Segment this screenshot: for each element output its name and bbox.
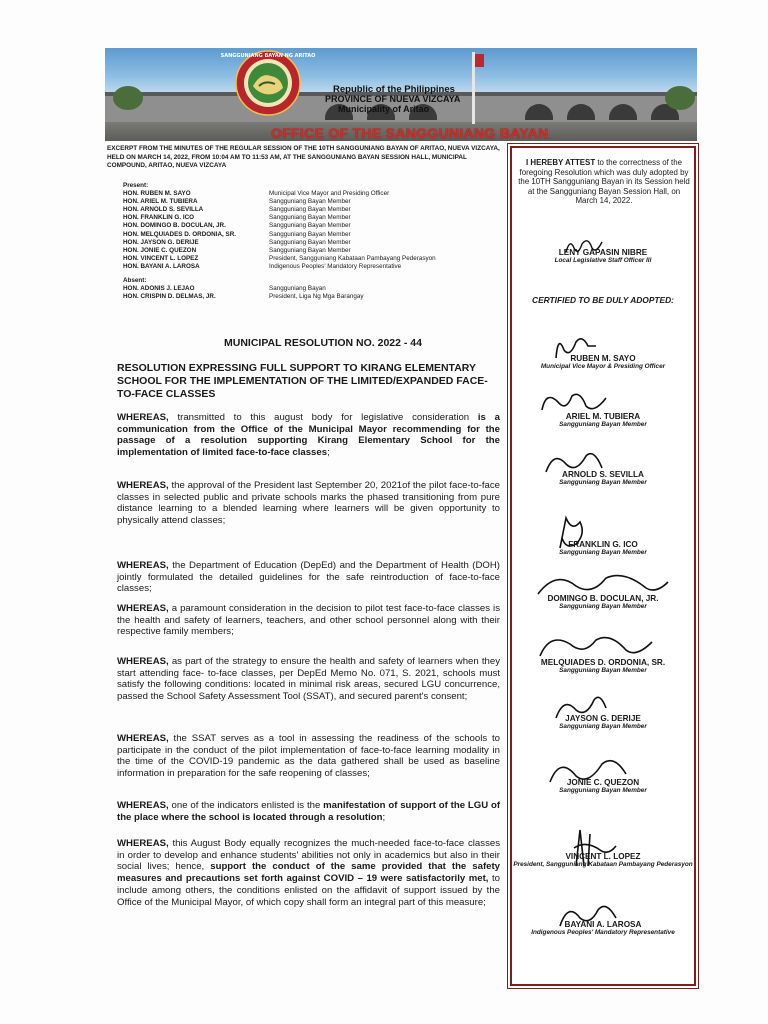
whereas-clause bbox=[117, 560, 500, 595]
present-name: HON. VINCENT L. LOPEZ bbox=[123, 254, 199, 262]
absent-row bbox=[123, 293, 503, 301]
attest-lead: I HEREBY ATTEST bbox=[526, 158, 596, 167]
signature-stroke bbox=[540, 638, 652, 656]
present-row bbox=[123, 222, 503, 230]
whereas-text: the SSAT serves as a tool in assessing the readiness of the schools to participate in the conduct of the pilot implementation of face-to-face learning modality in the time of the COVID-19 pandemic as the data gathered shall be used as baseline information in preparation for the safe reopening of classes; bbox=[117, 733, 500, 780]
signatory-role: Sangguniang Bayan Member bbox=[559, 667, 647, 674]
signatory-name: FRANKLIN G. ICO bbox=[568, 540, 638, 549]
republic-line: Republic of the Philippines bbox=[333, 84, 455, 95]
absent-name: HON. ADONIS J. LEJAO bbox=[123, 285, 195, 293]
secretary-signature bbox=[512, 248, 694, 265]
whereas-text: this August Body equally recognizes the much-needed face-to-face classes in order to develop and enhance students' abilities not only in academics but also in their social lives; hence, bbox=[117, 838, 500, 873]
whereas-text-tail: to include among others, the conditions enlisted on the affidavit of support issued by the Office of the Municipal Mayor, of which copy shall form an integral part of this measure; bbox=[117, 873, 500, 908]
whereas-lead: WHEREAS, bbox=[117, 800, 169, 811]
whereas-text-tail: ; bbox=[327, 447, 330, 459]
signature-stroke bbox=[538, 576, 668, 594]
whereas-text: the Department of Education (DepEd) and the Department of Health (DOH) jointly formulated the detailed guidelines for the safe reintroduction of face-to-face classes; bbox=[117, 560, 500, 595]
province-line: PROVINCE OF NUEVA VIZCAYA bbox=[325, 94, 461, 104]
whereas-emphasis: support the conduct of the same provided that the safety measures and precautions set forth against COVID – 19 were satisfactorily met, bbox=[117, 861, 501, 885]
present-label: Present: bbox=[123, 182, 149, 189]
signatory-role: Sangguniang Bayan Member bbox=[559, 421, 647, 428]
present-role: Sangguniang Bayan Member bbox=[269, 246, 351, 254]
resolution-title: RESOLUTION EXPRESSING FULL SUPPORT TO KIRANG ELEMENTARY SCHOOL FOR THE IMPLEMENTATION OF THE LIMITED/EXPANDED FACE-TO-FACE CLASSES bbox=[117, 362, 488, 400]
attest-text: to the correctness of the foregoing Resolution which was duly adopted by the 10TH Sangguniang Bayan in its Session held at the Sangguniang Bayan Session Hall, on March 14, 2022. bbox=[518, 158, 690, 206]
signatory bbox=[512, 658, 694, 675]
present-role: Indigenous Peoples' Mandatory Representative bbox=[269, 262, 402, 270]
signatory bbox=[512, 470, 694, 487]
signatory bbox=[512, 920, 694, 937]
whereas-lead: WHEREAS, bbox=[117, 480, 169, 491]
whereas-lead: WHEREAS, bbox=[117, 412, 169, 423]
flag-icon bbox=[475, 54, 484, 67]
present-role: Sangguniang Bayan Member bbox=[269, 206, 351, 214]
svg-text:SANGGUNIANG BAYAN NG ARITAO: SANGGUNIANG BAYAN NG ARITAO bbox=[220, 53, 316, 59]
signatory-role: Municipal Vice Mayor & Presiding Officer bbox=[540, 363, 666, 370]
whereas-text: as part of the strategy to ensure the health and safety of learners when they start attending face- to-face classes, per DepEd Memo No. 071, S. 2021, schools must satisfy the following conditions: located in minimal risk areas, secured LGU concurrence, passed the School Safety Assessment Tool (SSAT), and secured parent's consent; bbox=[117, 656, 500, 703]
present-list bbox=[123, 190, 503, 271]
signatory-role: Indigenous Peoples' Mandatory Representative bbox=[531, 929, 675, 936]
present-name: HON. FRANKLIN G. ICO bbox=[123, 214, 195, 222]
attendance-block bbox=[123, 182, 503, 301]
whereas-lead: WHEREAS, bbox=[117, 838, 169, 849]
signatory bbox=[512, 354, 694, 371]
signatory-name: MELQUIADES D. ORDONIA, SR. bbox=[540, 658, 666, 667]
signatory-role: Sangguniang Bayan Member bbox=[559, 603, 647, 610]
absent-role: Sangguniang Bayan bbox=[269, 285, 326, 293]
present-row bbox=[123, 247, 503, 255]
present-role: Sangguniang Bayan Member bbox=[269, 238, 351, 246]
present-row bbox=[123, 255, 503, 263]
present-role: Sangguniang Bayan Member bbox=[269, 198, 351, 206]
signatory-role: Sangguniang Bayan Member bbox=[559, 549, 647, 556]
signatory-name: ARNOLD S. SEVILLA bbox=[562, 470, 644, 479]
whereas-clause bbox=[117, 800, 500, 823]
whereas-clause bbox=[117, 733, 500, 780]
signatory bbox=[512, 852, 694, 869]
signatory-name: ARIEL M. TUBIERA bbox=[565, 412, 641, 421]
resolution-number: MUNICIPAL RESOLUTION NO. 2022 - 44 bbox=[224, 337, 422, 349]
signatory-name: JONIE C. QUEZON bbox=[566, 778, 640, 787]
present-role: Sangguniang Bayan Member bbox=[269, 214, 351, 222]
present-role: Municipal Vice Mayor and Presiding Officer bbox=[269, 190, 390, 198]
present-name: HON. ARIEL M. TUBIERA bbox=[123, 198, 198, 206]
signatory-name: VINCENT L. LOPEZ bbox=[565, 852, 641, 861]
present-name: HON. DOMINGO B. DOCULAN, JR. bbox=[123, 222, 226, 230]
present-row bbox=[123, 198, 503, 206]
present-name: HON. RUBEN M. SAYO bbox=[123, 190, 191, 198]
absent-list bbox=[123, 285, 503, 301]
whereas-lead: WHEREAS, bbox=[117, 733, 169, 744]
signatory bbox=[512, 540, 694, 557]
municipal-seal-icon bbox=[220, 50, 316, 116]
attest-statement bbox=[518, 158, 690, 206]
whereas-emphasis: manifestation of support of the LGU of the place where the school is located through a resolution bbox=[117, 800, 501, 823]
signatory-role: Sangguniang Bayan Member bbox=[559, 479, 647, 486]
signatory bbox=[512, 412, 694, 429]
excerpt-heading: EXCERPT FROM THE MINUTES OF THE REGULAR SESSION OF THE 10TH SANGGUNIANG BAYAN OF ARITAO, NUEVA VIZCAYA, HELD ON MARCH 14, 2022, FROM 10:04 AM TO 11:53 AM, AT THE SANGGUNIANG BAYAN SESSION HALL, MUNICIPAL COMPOUND, ARITAO, NUEVA VIZCAYA bbox=[107, 145, 500, 170]
present-name: HON. JAYSON G. DERIJE bbox=[123, 238, 199, 246]
present-name: HON. ARNOLD S. SEVILLA bbox=[123, 206, 204, 214]
present-row bbox=[123, 231, 503, 239]
signatory-role: Sangguniang Bayan Member bbox=[559, 787, 647, 794]
present-role: Sangguniang Bayan Member bbox=[269, 222, 351, 230]
signatory bbox=[512, 594, 694, 611]
signatory bbox=[512, 778, 694, 795]
secretary-role: Local Legislative Staff Officer III bbox=[554, 257, 652, 264]
present-role: Sangguniang Bayan Member bbox=[269, 230, 351, 238]
whereas-clause bbox=[117, 412, 500, 459]
signatory-name: RUBEN M. SAYO bbox=[570, 354, 636, 363]
whereas-text: transmitted to this august body for legislative consideration bbox=[168, 412, 478, 423]
signatory-role: Sangguniang Bayan Member bbox=[559, 723, 647, 730]
present-name: HON. MELQUIADES D. ORDONIA, SR. bbox=[123, 230, 236, 238]
signatory-name: JAYSON G. DERIJE bbox=[565, 714, 641, 723]
signatory-role: President, Sangguniang Kabataan Pambayang Pederasyon bbox=[513, 861, 693, 868]
whereas-text-tail: ; bbox=[382, 811, 386, 823]
whereas-clause bbox=[117, 480, 500, 527]
present-row bbox=[123, 263, 503, 271]
whereas-lead: WHEREAS, bbox=[117, 656, 169, 667]
present-row bbox=[123, 206, 503, 214]
present-row bbox=[123, 214, 503, 222]
header-banner bbox=[105, 48, 697, 141]
absent-role: President, Liga Ng Mga Barangay bbox=[269, 293, 364, 301]
whereas-lead: WHEREAS, bbox=[117, 560, 169, 571]
present-row bbox=[123, 239, 503, 247]
present-name: HON. JONIE C. QUEZON bbox=[123, 246, 197, 254]
absent-name: HON. CRISPIN D. DELMAS, JR. bbox=[123, 293, 216, 301]
office-title: OFFICE OF THE SANGGUNIANG BAYAN bbox=[271, 125, 549, 141]
signatory bbox=[512, 714, 694, 731]
whereas-text: one of the indicators enlisted is the bbox=[168, 800, 324, 811]
absent-label: Absent: bbox=[123, 277, 147, 285]
signatory-name: BAYANI A. LAROSA bbox=[564, 920, 642, 929]
whereas-clause bbox=[117, 838, 500, 908]
whereas-text: a paramount consideration in the decision to pilot test face-to-face classes is the health and safety of learners, teachers, and other school personnel along with their respective family members; bbox=[117, 603, 500, 638]
present-row bbox=[123, 190, 503, 198]
municipality-line: Municipality of Aritao bbox=[338, 104, 430, 114]
whereas-text: the approval of the President last September 20, 2021of the pilot face-to-face classes in selected public and private schools marks the phased transitioning from pure distance learning to a blended learning where learners will be given opportunity to physically attend classes; bbox=[117, 480, 500, 527]
whereas-clause bbox=[117, 603, 500, 638]
secretary-name: LENY GAPASIN NIBRE bbox=[558, 248, 648, 257]
whereas-emphasis: is a communication from the Office of the Municipal Mayor recommending for the passage of a resolution supporting Kirang Elementary School for the implementation of limited face-to-face classes bbox=[117, 412, 500, 459]
present-name: HON. BAYANI A. LAROSA bbox=[123, 262, 200, 270]
whereas-lead: WHEREAS, bbox=[117, 603, 169, 614]
certification-box bbox=[510, 146, 696, 986]
whereas-clause bbox=[117, 656, 500, 703]
certified-label: CERTIFIED TO BE DULY ADOPTED: bbox=[532, 295, 674, 305]
absent-row bbox=[123, 285, 503, 293]
signatory-name: DOMINGO B. DOCULAN, JR. bbox=[547, 594, 659, 603]
signature-stroke bbox=[542, 394, 606, 410]
present-role: President, Sangguniang Kabataan Pambayang Pederasyon bbox=[269, 254, 436, 262]
